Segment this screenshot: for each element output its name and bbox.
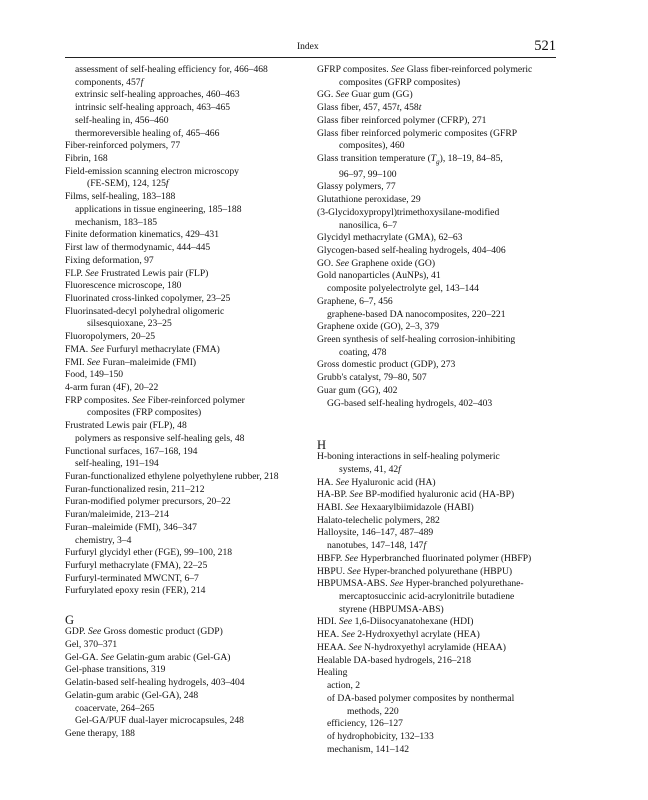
section-gap [317, 423, 557, 436]
index-entry: Graphene, 6–7, 456 [317, 295, 393, 307]
index-entry: Fluorescence microscope, 180 [65, 280, 182, 292]
index-entry: Furan/maleimide, 213–214 [65, 509, 169, 521]
index-subentry: composite polyelectrolyte gel, 143–144 [327, 283, 479, 295]
index-entry: Films, self-healing, 183–188 [65, 191, 176, 203]
index-entry: Field-emission scanning electron microscopy [65, 165, 239, 177]
index-entry: HEAA. See N-hydroxyethyl acrylamide (HEAA) [317, 641, 506, 653]
index-subentry: Gel-GA/PUF dual-layer microcapsules, 248 [75, 715, 244, 727]
index-subentry: chemistry, 3–4 [75, 534, 132, 546]
index-entry-continuation: composites (FRP composites) [87, 407, 202, 419]
index-subentry: applications in tissue engineering, 185–188 [75, 203, 242, 215]
index-entry-continuation: coating, 478 [339, 346, 387, 358]
index-subentry: intrinsic self-healing approach, 463–465 [75, 102, 231, 114]
index-entry: (3-Glycidoxypropyl)trimethoxysilane-modified [317, 206, 500, 218]
index-subentry: action, 2 [327, 680, 361, 692]
index-entry: Glass transition temperature $(T_g)$, 18–19, 84–85, [317, 153, 503, 166]
index-entry: HEA. See 2-Hydroxyethyl acrylate (HEA) [317, 629, 480, 641]
index-entry: Fibrin, 168 [65, 153, 108, 165]
index-entry: Glycidyl methacrylate (GMA), 62–63 [317, 232, 463, 244]
index-entry: Glutathione peroxidase, 29 [317, 194, 421, 206]
index-entry: Graphene oxide (GO), 2–3, 379 [317, 321, 440, 333]
index-entry: Furan–maleimide (FMI), 346–347 [65, 521, 197, 533]
section-letter: H [317, 437, 327, 452]
index-entry: Guar gum (GG), 402 [317, 384, 398, 396]
index-column-left [65, 64, 305, 741]
index-entry-continuation: nanosilica, 6–7 [339, 219, 398, 231]
index-subentry: of hydrophobicity, 132–133 [327, 730, 434, 742]
index-subentry: polymers as responsive self-healing gels, 48 [75, 432, 245, 444]
index-entry: Gold nanoparticles (AuNPs), 41 [317, 270, 441, 282]
index-entry: Frustrated Lewis pair (FLP), 48 [65, 420, 187, 432]
index-entry: HBFP. See Hyperbranched fluorinated polymer (HBFP) [317, 552, 532, 564]
index-entry: Healing [317, 667, 348, 679]
index-subentry: GG-based self-healing hydrogels, 402–403 [327, 397, 493, 409]
index-entry: HBPU. See Hyper-branched polyurethane (HBPU) [317, 565, 513, 577]
index-subentry: of DA-based polymer composites by nonthermal [327, 692, 515, 704]
index-entry: HA-BP. See BP-modified hyaluronic acid (HA-BP) [317, 489, 515, 501]
index-entry: GDP. See Gross domestic product (GDP) [65, 626, 223, 638]
index-entry: Glass fiber reinforced polymer (CFRP), 271 [317, 114, 487, 126]
index-entry: FMI. See Furan–maleimide (FMI) [65, 356, 197, 368]
index-entry: HABI. See Hexaarylbiimidazole (HABI) [317, 502, 474, 514]
page-header [65, 38, 556, 56]
index-entry: Fluorinsated-decyl polyhedral oligomeric [65, 305, 225, 317]
section-letter: G [65, 612, 75, 627]
index-entry-continuation: composites), 460 [339, 140, 405, 152]
index-entry: Halato-telechelic polymers, 282 [317, 514, 440, 526]
index-entry: Glass fiber, 457, 457t, 458t [317, 102, 422, 114]
index-entry: Glassy polymers, 77 [317, 181, 396, 193]
index-subentry: self-healing, 191–194 [75, 458, 159, 470]
index-entry: Furfuryl glycidyl ether (FGE), 99–100, 218 [65, 547, 233, 559]
index-entry-continuation: methods, 220 [347, 705, 399, 717]
index-entry: Fluoropolymers, 20–25 [65, 331, 156, 343]
index-entry-continuation: styrene (HBPUMSA-ABS) [339, 603, 444, 615]
index-entry: HBPUMSA-ABS. See Hyper-branched polyurethane- [317, 578, 524, 590]
index-entry: GFRP composites. See Glass fiber-reinforced polymeric [317, 64, 533, 75]
index-entry: Gelatin-gum arabic (Gel-GA), 248 [65, 689, 199, 701]
index-entry-continuation: systems, 41, 42f [339, 463, 401, 475]
index-subentry: thermoreversible healing of, 465–466 [75, 127, 220, 139]
running-head: Index [297, 42, 319, 52]
index-subentry: extrinsic self-healing approaches, 460–463 [75, 89, 240, 101]
index-entry: HDI. See 1,6-Diisocyanatohexane (HDI) [317, 616, 474, 628]
index-entry: 4-arm furan (4F), 20–22 [65, 381, 159, 393]
index-subentry: graphene-based DA nanocomposites, 220–221 [327, 308, 506, 320]
index-entry: Furan-functionalized resin, 211–212 [65, 483, 205, 495]
index-entry: Furfuryl methacrylate (FMA), 22–25 [65, 560, 208, 572]
index-entry: HA. See Hyaluronic acid (HA) [317, 476, 436, 488]
index-entry: Grubb's catalyst, 79–80, 507 [317, 372, 427, 384]
index-subentry: mechanism, 183–185 [75, 216, 158, 228]
index-entry: Halloysite, 146–147, 487–489 [317, 527, 434, 539]
index-entry: GO. See Graphene oxide (GO) [317, 257, 436, 269]
index-entry: Functional surfaces, 167–168, 194 [65, 445, 198, 457]
index-entry-continuation: silsesquioxane, 23–25 [87, 318, 172, 330]
section-gap [317, 410, 557, 423]
section-gap [65, 598, 305, 611]
index-entry: FLP. See Frustrated Lewis pair (FLP) [65, 267, 209, 279]
index-subentry: coacervate, 264–265 [75, 702, 155, 714]
index-entry: H-boning interactions in self-healing polymeric [317, 451, 500, 463]
index-entry: Green synthesis of self-healing corrosion-inhibiting [317, 334, 516, 345]
index-entry: Glass fiber reinforced polymeric composites (GFRP [317, 127, 518, 139]
index-entry: Furfuryl-terminated MWCNT, 6–7 [65, 572, 199, 584]
index-column-right [317, 64, 557, 756]
index-entry: Gross domestic product (GDP), 273 [317, 359, 456, 371]
index-entry: Gel-phase transitions, 319 [65, 664, 166, 676]
index-subentry: self-healing in, 456–460 [75, 114, 169, 126]
index-entry: FMA. See Furfuryl methacrylate (FMA) [65, 343, 220, 355]
index-subentry: assessment of self-healing efficiency for, 466–468 [75, 64, 268, 75]
index-entry: Gelatin-based self-healing hydrogels, 403–404 [65, 677, 245, 689]
index-entry: Furan-modified polymer precursors, 20–22 [65, 496, 231, 508]
index-entry-continuation: mercaptosuccinic acid-acrylonitrile butadiene [339, 591, 515, 603]
index-entry: Glycogen-based self-healing hydrogels, 404–406 [317, 244, 506, 256]
index-entry: Gel-GA. See Gelatin-gum arabic (Gel-GA) [65, 651, 231, 663]
index-entry: Fluorinated cross-linked copolymer, 23–25 [65, 292, 231, 304]
index-entry: Finite deformation kinematics, 429–431 [65, 229, 220, 241]
index-entry-continuation: 96–97, 99–100 [339, 168, 397, 180]
index-entry: Fixing deformation, 97 [65, 254, 154, 266]
index-entry: Healable DA-based hydrogels, 216–218 [317, 654, 471, 666]
index-entry: FRP composites. See Fiber-reinforced polymer [65, 394, 245, 406]
index-entry: Gene therapy, 188 [65, 728, 135, 740]
index-entry-continuation: composites (GFRP composites) [339, 76, 461, 88]
page-number: 521 [534, 38, 556, 54]
index-subentry: efficiency, 126–127 [327, 718, 403, 730]
index-entry: Gel, 370–371 [65, 639, 118, 651]
index-entry-continuation: (FE-SEM), 124, 125f [87, 178, 169, 190]
index-subentry: nanotubes, 147–148, 147f [327, 540, 427, 552]
index-entry: Food, 149–150 [65, 369, 124, 381]
index-entry: Fiber-reinforced polymers, 77 [65, 140, 181, 152]
index-entry: GG. See Guar gum (GG) [317, 89, 413, 101]
index-subentry: components, 457f [75, 76, 144, 88]
index-entry: First law of thermodynamic, 444–445 [65, 242, 211, 254]
index-entry: Furfurylated epoxy resin (FER), 214 [65, 585, 206, 597]
index-subentry: mechanism, 141–142 [327, 743, 410, 755]
index-entry: Furan-functionalized ethylene polyethylene rubber, 218 [65, 471, 279, 482]
header-rule [65, 57, 556, 58]
